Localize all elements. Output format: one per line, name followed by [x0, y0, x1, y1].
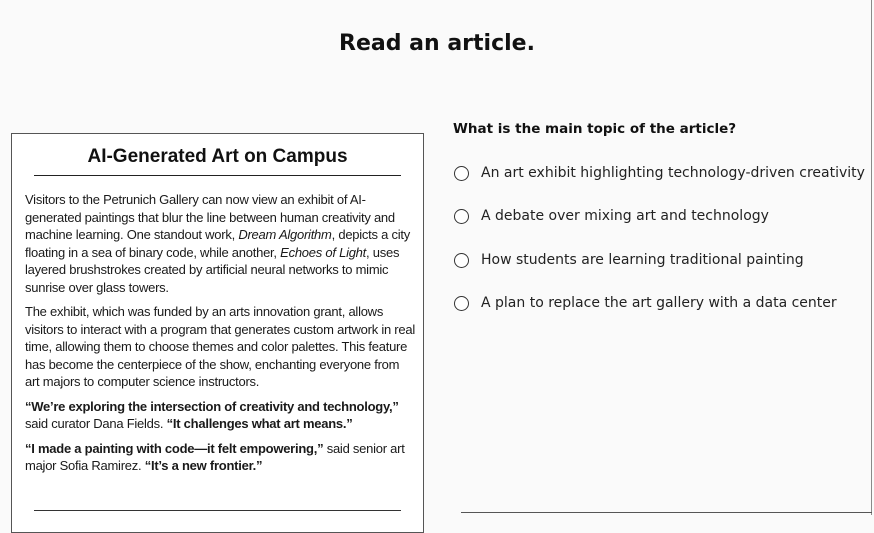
paragraph-text: , uses layered brushstrokes created by artificial neural networks to mimic sunrise over glass towers.: [25, 244, 400, 295]
article-body: [25, 191, 415, 482]
answer-option-label: An art exhibit highlighting technology-driven creativity: [481, 165, 865, 181]
artwork-title: Dream Algorithm: [238, 227, 332, 242]
article-quote: [25, 398, 415, 433]
radio-circle-icon[interactable]: [454, 166, 469, 181]
page-frame-edge: [871, 0, 872, 515]
question-text: What is the main topic of the article?: [453, 121, 737, 137]
quote-attribution: said curator Dana Fields.: [25, 416, 167, 431]
answer-option-label: How students are learning traditional painting: [481, 252, 804, 268]
article-title: AI-Generated Art on Campus: [87, 146, 348, 167]
answer-option[interactable]: [454, 205, 769, 227]
article-bottom-divider: [34, 510, 401, 511]
answer-option[interactable]: [454, 162, 865, 184]
article-card: [11, 133, 424, 533]
answer-option[interactable]: [454, 249, 804, 271]
title-divider: [34, 175, 401, 176]
artwork-title: Echoes of Light: [280, 244, 367, 260]
answer-option[interactable]: [454, 292, 837, 314]
quote-text: “I made a painting with code—it felt empowering,”: [25, 440, 324, 456]
quote-attribution: said senior art major Sofia Ramirez.: [25, 440, 405, 473]
radio-circle-icon[interactable]: [454, 296, 469, 311]
panel-bottom-edge: [461, 512, 872, 513]
page-title: Read an article.: [339, 31, 535, 56]
article-paragraph: The exhibit, which was funded by an arts innovation grant, allows visitors to interact with a program that generates custom artwork in real time, allowing them to choose themes and color palettes. This feature has become the centerpiece of the show, enchanting everyone from art majors to computer science instructors.: [25, 304, 415, 389]
radio-circle-icon[interactable]: [454, 209, 469, 224]
quote-text: “We’re exploring the intersection of creativity and technology,”: [25, 398, 399, 414]
paragraph-text: Visitors to the Petrunich Gallery can now view an exhibit of AI-generated paintings that blur the line between human creativity and machine learning. One standout work,: [25, 192, 395, 242]
article-quote: [25, 440, 415, 475]
quote-text: “It challenges what art means.”: [166, 416, 353, 431]
article-paragraph: [25, 191, 415, 296]
answer-option-label: A plan to replace the art gallery with a data center: [481, 295, 837, 311]
radio-circle-icon[interactable]: [454, 253, 469, 268]
answer-option-label: A debate over mixing art and technology: [481, 208, 769, 224]
quote-text: “It’s a new frontier.”: [144, 458, 263, 473]
paragraph-text: , depicts a city floating in a sea of binary code, while another,: [25, 227, 410, 260]
